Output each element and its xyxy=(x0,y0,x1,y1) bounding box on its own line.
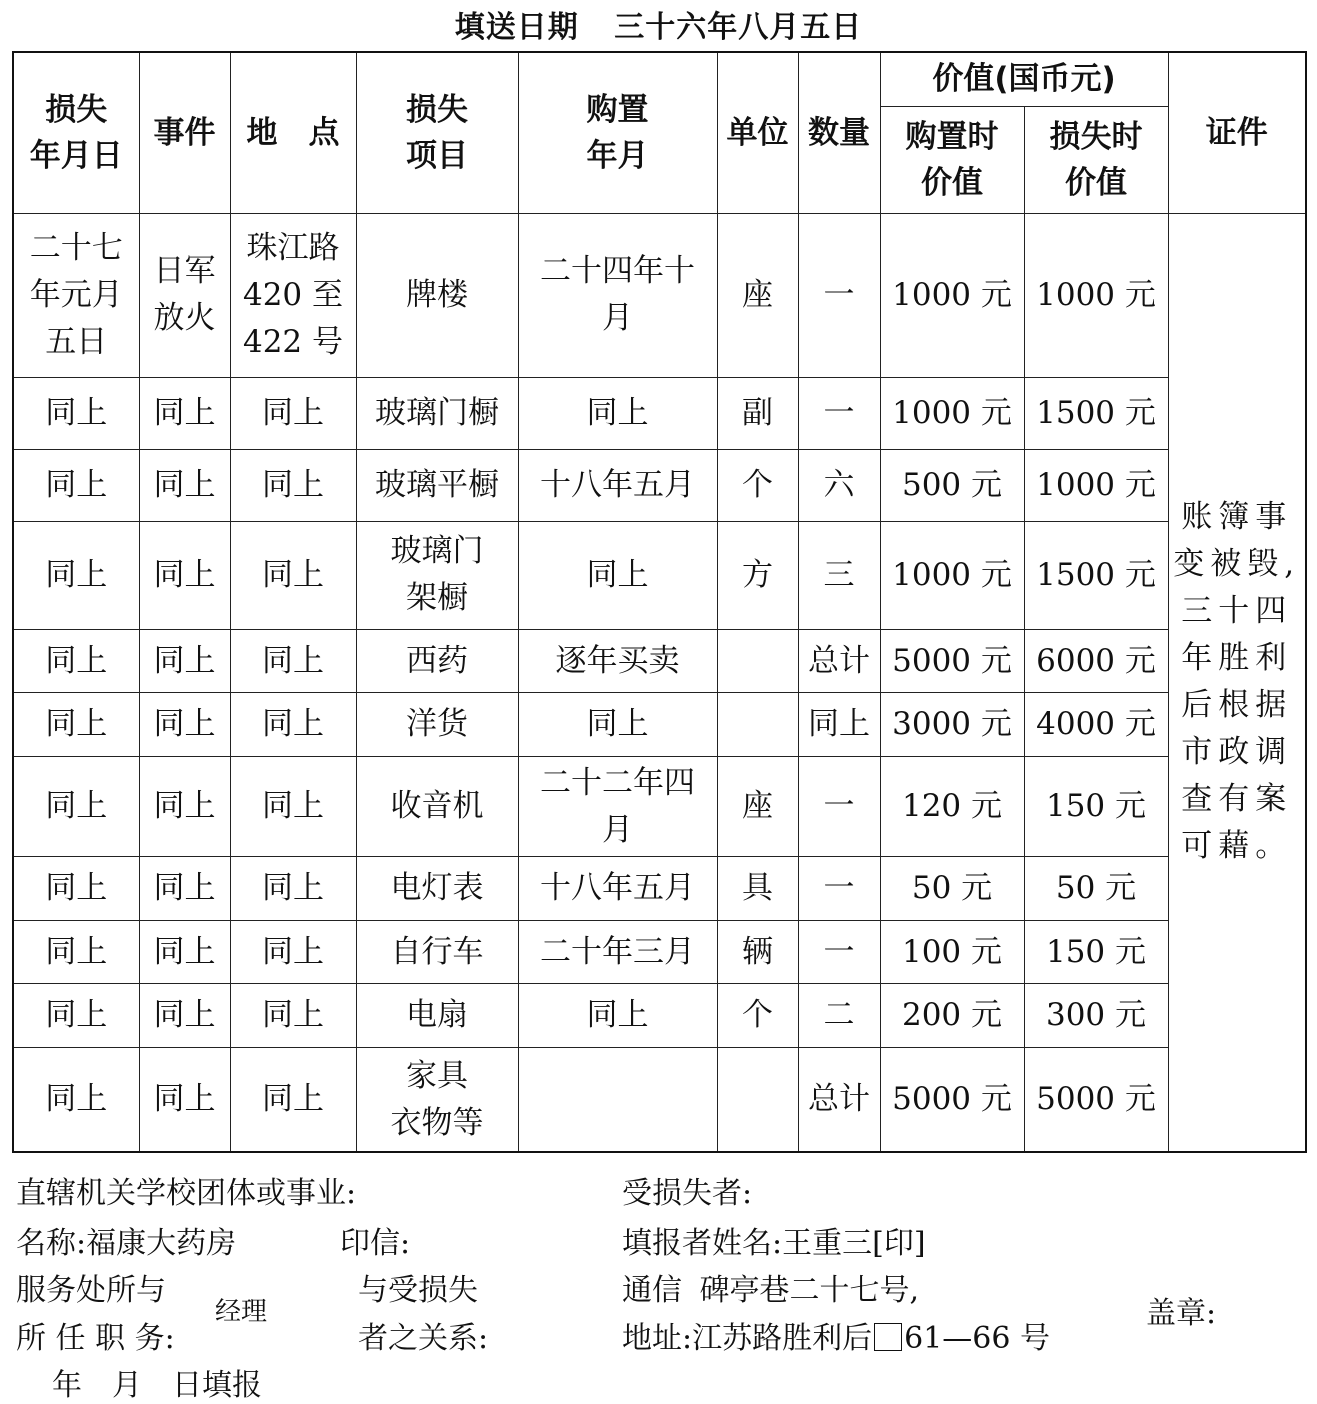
org-name-line xyxy=(16,1218,236,1262)
cell-value-loss: 4000 元 xyxy=(1024,693,1168,757)
cell-event: 日军 放火 xyxy=(139,213,230,377)
col-event-header: 事件 xyxy=(139,52,230,213)
loss-report-table xyxy=(12,51,1307,1153)
date-fill: 年 月 日填报 xyxy=(52,1368,262,1403)
cell-value-purchase: 120 元 xyxy=(880,757,1024,857)
cell-location: 同上 xyxy=(230,521,356,629)
cell-quantity: 二 xyxy=(798,984,880,1048)
col-purchase-date-header: 购置 年月 xyxy=(518,52,717,213)
illegible-char-box xyxy=(874,1323,902,1351)
table-row xyxy=(13,984,1306,1048)
table-row xyxy=(13,757,1306,857)
date-label: 填送日期 xyxy=(454,10,579,45)
cell-value-loss: 150 元 xyxy=(1024,921,1168,984)
cell-value-purchase: 500 元 xyxy=(880,449,1024,521)
cell-value-loss: 300 元 xyxy=(1024,984,1168,1048)
cell-quantity: 一 xyxy=(798,377,880,449)
cell-location: 同上 xyxy=(230,449,356,521)
cell-event: 同上 xyxy=(139,1048,230,1152)
cell-quantity: 一 xyxy=(798,921,880,984)
cell-item: 玻璃门 架橱 xyxy=(356,521,518,629)
cell-value-purchase: 5000 元 xyxy=(880,1048,1024,1152)
service-label-1: 服务处所与 xyxy=(16,1273,166,1308)
org-label: 直辖机关学校团体或事业: xyxy=(16,1176,357,1211)
reporter-value: 王重三[印] xyxy=(782,1226,926,1261)
cell-value-loss: 1000 元 xyxy=(1024,449,1168,521)
cell-unit xyxy=(717,630,798,693)
cell-item: 收音机 xyxy=(356,757,518,857)
col-unit-header: 单位 xyxy=(717,52,798,213)
cell-value-purchase: 1000 元 xyxy=(880,377,1024,449)
cell-value-loss: 5000 元 xyxy=(1024,1048,1168,1152)
stamp-label: 盖章: xyxy=(1146,1296,1217,1331)
cell-loss-date: 二十七 年元月 五日 xyxy=(13,213,139,377)
cell-value-loss: 50 元 xyxy=(1024,857,1168,921)
cell-location: 同上 xyxy=(230,377,356,449)
cell-loss-date: 同上 xyxy=(13,984,139,1048)
cell-item: 洋货 xyxy=(356,693,518,757)
cell-value-loss: 1500 元 xyxy=(1024,521,1168,629)
cell-event: 同上 xyxy=(139,377,230,449)
cell-loss-date: 同上 xyxy=(13,921,139,984)
cell-item: 家具 衣物等 xyxy=(356,1048,518,1152)
cell-unit: 个 xyxy=(717,984,798,1048)
cell-unit: 座 xyxy=(717,757,798,857)
col-loss-date-header: 损失 年月日 xyxy=(13,52,139,213)
col-item-header: 损失 项目 xyxy=(356,52,518,213)
cell-unit: 座 xyxy=(717,213,798,377)
cell-item: 电扇 xyxy=(356,984,518,1048)
relation-label-2: 者之关系: xyxy=(358,1321,489,1356)
cell-value-purchase: 1000 元 xyxy=(880,213,1024,377)
cell-purchase-date xyxy=(518,1048,717,1152)
cell-item: 自行车 xyxy=(356,921,518,984)
seal-label: 印信: xyxy=(340,1226,411,1261)
cell-item: 玻璃门橱 xyxy=(356,377,518,449)
name-label: 名称: xyxy=(16,1226,87,1261)
table-row xyxy=(13,693,1306,757)
cell-event: 同上 xyxy=(139,857,230,921)
cell-purchase-date: 二十四年十 月 xyxy=(518,213,717,377)
cell-quantity: 一 xyxy=(798,857,880,921)
cell-loss-date: 同上 xyxy=(13,857,139,921)
col-value-purchase-header: 购置时 价值 xyxy=(880,106,1024,213)
header-row-1 xyxy=(13,52,1306,106)
table-row xyxy=(13,857,1306,921)
cell-value-loss: 1500 元 xyxy=(1024,377,1168,449)
cell-purchase-date: 二十年三月 xyxy=(518,921,717,984)
address-line xyxy=(622,1313,1050,1357)
table-row xyxy=(13,921,1306,984)
table-row xyxy=(13,449,1306,521)
cell-item: 玻璃平橱 xyxy=(356,449,518,521)
cell-location: 同上 xyxy=(230,630,356,693)
report-date-line xyxy=(0,2,1317,46)
cell-item: 西药 xyxy=(356,630,518,693)
service-label-2: 所 任 职 务: xyxy=(16,1321,175,1356)
cell-loss-date: 同上 xyxy=(13,693,139,757)
cell-event: 同上 xyxy=(139,921,230,984)
cell-value-purchase: 1000 元 xyxy=(880,521,1024,629)
cell-event: 同上 xyxy=(139,521,230,629)
cell-loss-date: 同上 xyxy=(13,757,139,857)
col-value-loss-header: 损失时 价值 xyxy=(1024,106,1168,213)
cell-loss-date: 同上 xyxy=(13,449,139,521)
cell-location: 同上 xyxy=(230,1048,356,1152)
cell-location: 同上 xyxy=(230,857,356,921)
address-value-b: 61—66 号 xyxy=(904,1321,1050,1356)
victim-label: 受损失者: xyxy=(622,1176,753,1211)
cell-quantity: 同上 xyxy=(798,693,880,757)
cell-value-loss: 1000 元 xyxy=(1024,213,1168,377)
cell-loss-date: 同上 xyxy=(13,630,139,693)
cell-loss-date: 同上 xyxy=(13,1048,139,1152)
table-row xyxy=(13,377,1306,449)
cell-loss-date: 同上 xyxy=(13,377,139,449)
col-certificate-header: 证件 xyxy=(1168,52,1306,213)
cell-location: 同上 xyxy=(230,921,356,984)
reporter-label: 填报者姓名: xyxy=(622,1226,783,1261)
cell-quantity: 总计 xyxy=(798,630,880,693)
cell-location: 同上 xyxy=(230,693,356,757)
cell-value-purchase: 200 元 xyxy=(880,984,1024,1048)
cell-unit xyxy=(717,1048,798,1152)
col-location-header: 地 点 xyxy=(230,52,356,213)
cell-event: 同上 xyxy=(139,693,230,757)
cell-quantity: 总计 xyxy=(798,1048,880,1152)
position-value: 经理 xyxy=(215,1297,268,1327)
cell-purchase-date: 同上 xyxy=(518,693,717,757)
cell-certificate-note: 账簿事 变被毁, 三十四 年胜利 后根据 市政调 查有案 可藉。 xyxy=(1168,213,1306,1152)
cell-item: 电灯表 xyxy=(356,857,518,921)
col-value-group-header: 价值(国币元) xyxy=(880,52,1168,106)
cell-unit xyxy=(717,693,798,757)
cell-quantity: 一 xyxy=(798,213,880,377)
cell-value-purchase: 5000 元 xyxy=(880,630,1024,693)
name-value: 福康大药房 xyxy=(86,1226,237,1261)
cell-event: 同上 xyxy=(139,757,230,857)
cell-value-purchase: 50 元 xyxy=(880,857,1024,921)
cell-location: 同上 xyxy=(230,757,356,857)
date-value: 三十六年八月五日 xyxy=(614,10,863,45)
cell-purchase-date: 十八年五月 xyxy=(518,857,717,921)
cell-item: 牌楼 xyxy=(356,213,518,377)
cell-purchase-date: 二十二年四 月 xyxy=(518,757,717,857)
cell-location: 同上 xyxy=(230,984,356,1048)
cell-unit: 个 xyxy=(717,449,798,521)
cell-value-loss: 6000 元 xyxy=(1024,630,1168,693)
cell-value-purchase: 3000 元 xyxy=(880,693,1024,757)
comm-line xyxy=(622,1265,919,1309)
cell-value-purchase: 100 元 xyxy=(880,921,1024,984)
cell-location: 珠江路 420 至 422 号 xyxy=(230,213,356,377)
cell-purchase-date: 同上 xyxy=(518,984,717,1048)
cell-unit: 辆 xyxy=(717,921,798,984)
comm-value: 碑亭巷二十七号, xyxy=(699,1273,920,1308)
address-value-a: 江苏路胜利后 xyxy=(692,1321,873,1356)
reporter-line xyxy=(622,1218,926,1262)
table-row xyxy=(13,630,1306,693)
comm-label: 通信 xyxy=(622,1273,682,1308)
address-label: 地址: xyxy=(622,1321,693,1356)
cell-quantity: 三 xyxy=(798,521,880,629)
cell-unit: 副 xyxy=(717,377,798,449)
cell-unit: 方 xyxy=(717,521,798,629)
table-row xyxy=(13,1048,1306,1152)
table-row xyxy=(13,521,1306,629)
table-row xyxy=(13,213,1306,377)
cell-purchase-date: 十八年五月 xyxy=(518,449,717,521)
cell-event: 同上 xyxy=(139,449,230,521)
cell-event: 同上 xyxy=(139,630,230,693)
cell-loss-date: 同上 xyxy=(13,521,139,629)
cell-purchase-date: 逐年买卖 xyxy=(518,630,717,693)
relation-label-1: 与受损失 xyxy=(358,1273,478,1308)
cell-quantity: 六 xyxy=(798,449,880,521)
cell-purchase-date: 同上 xyxy=(518,521,717,629)
cell-event: 同上 xyxy=(139,984,230,1048)
cell-unit: 具 xyxy=(717,857,798,921)
cell-value-loss: 150 元 xyxy=(1024,757,1168,857)
col-quantity-header: 数量 xyxy=(798,52,880,213)
cell-quantity: 一 xyxy=(798,757,880,857)
cell-purchase-date: 同上 xyxy=(518,377,717,449)
